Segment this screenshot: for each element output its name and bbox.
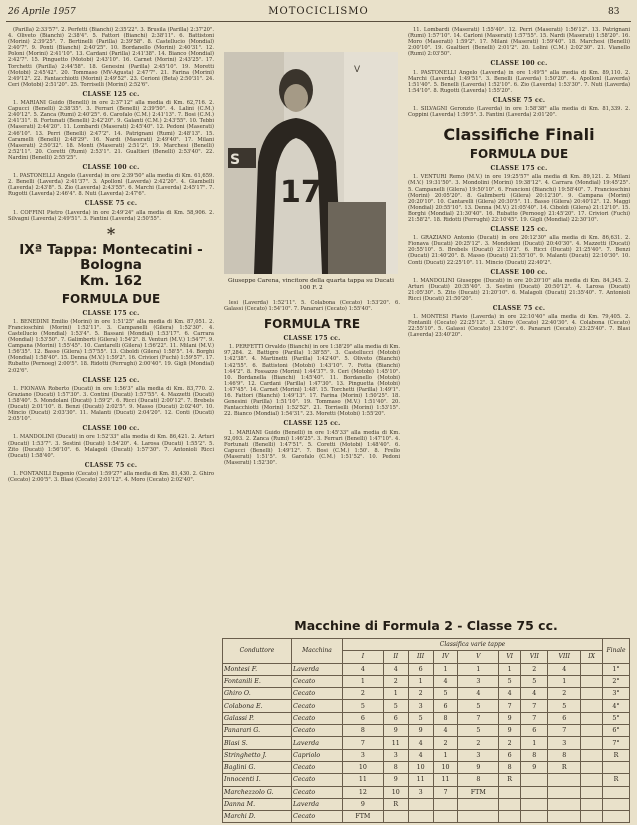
results-text: 1. GRAZIANO Antonio (Ducati) in ore 20:12'30" alla media di Km. 86,631. 2. Fionava (Ducati) 20:25'12". 3. Mondoleni (Ducati) 20:40'30". 4. Mazzetti (Ducati) 20:55'10". 5. Brebels (Ducati) 21:10'2". 6. Ricci (Ducati) 21:25'40". 7. Benzi (Ducati) 21:40'20". 8. Masso (Ducati) 21:55'10". 9. Malanti (Ducati) 22:10'30". 10. Conti (Ducati) 22:25'10". 11. Mincio (Ducati) 22:40'2".: [408, 235, 630, 266]
driver-name-cell: Ghiro O.: [223, 688, 292, 700]
stage-result-cell: [581, 725, 603, 737]
table-row: [223, 663, 630, 675]
stage-result-cell: 1: [383, 688, 408, 700]
stage-result-cell: 4: [433, 725, 458, 737]
rider-photo: [224, 52, 398, 274]
svg-text:S: S: [230, 152, 241, 168]
machine-cell: Cecato: [292, 688, 343, 700]
stage-result-cell: 6: [433, 700, 458, 712]
driver-name-cell: Danna M.: [223, 798, 292, 810]
results-text: 1. PERFETTI Orvaldo (Bianchi) in ore 1:38'29" alla media di Km. 97,284. 2. Battigro (Parilla) 1:38'55". 3. Castellucci (Motobi) 1:42'38". 4. Martinetti (Parilla) 1:42'40". 5. Oliveto (Bianchi) 1:42'55". 6. Battistoni (Motobi) 1:43'10". 7. Fotta (Bianchi) 1:44'2". 8. Fossazzo (Morini) 1:44'37". 9. Ceri (Motobi) 1:45'10". 10. Bordanella (Bianchi) 1:45'40". 11. Bordanello (Motobi) 1:46'9". 12. Cardani (Parilla) 1:47'30". 13. Pinguetta (Motobi) 1:47'45". 14. Carnet (Morini) 1:48'. 15. Torchetti (Parilla) 1:49'1". 16. Fattori (Bianchi) 1:49'13". 17. Farina (Morini) 1:50'25". 18. Genesini (Parilla) 1:51'10". 19. Tommaso (M.V.) 1:51'40". 20. Fantacchiotti (Morini) 1:52'52". 21. Torriselli (Morini) 1:53'15". 22. Bianco (Mondial) 1:54'31". 23. Moretti (Motobi) 1:55'20".: [224, 344, 400, 418]
stage-result-cell: 4: [548, 663, 581, 675]
header-final: Finale: [603, 639, 630, 664]
stage-result-cell: 5: [343, 700, 384, 712]
driver-name-cell: Marchezzolo G.: [223, 786, 292, 798]
stage-header: VI: [499, 651, 521, 663]
stage-result-cell: 11: [383, 737, 408, 749]
stage-result-cell: 5: [548, 700, 581, 712]
stage-result-cell: 1: [499, 663, 521, 675]
driver-name-cell: Blasi S.: [223, 737, 292, 749]
table-row: [223, 725, 630, 737]
section-star-icon: *: [106, 223, 116, 243]
final-position-cell: 1°: [603, 663, 630, 675]
results-text: 1. MARIANI Guido (Benelli) in ore 2:37'12" alla media di Km. 62,716. 2. Capucci (Benelli) 2:38'35". 3. Ferrari (Benelli) 2:39'50". 4. Lalini (C.M.) 2:40'12". 5. Zanca (Rumi) 2:40'25". 6. Carofalo (C.M.) 2:41'13". 7. Bosi (C.M.) 2:41'31". 8. Fortunati (Benelli) 2:42'20". 9. Galanti (C.M.) 2:43'55". 10. Tebbi (Maserati) 2:44'20". 11. Lombardi (Maserati) 2:45'40". 12. Pedoni (Maserati) 2:46'10". 13. Perri (Benelli) 2:47'2". 14. Patrignani (Rumi) 2:48'13". 15. Caramelli (Benelli) 2:48'29". 16. Nardi (Maserati) 2:49'40". 17. Milani (Maserati) 2:50'32". 18. Monti (Maserati) 2:51'2". 19. Marchesi (Benelli) 2:52'11". 20. Coretti (Rumi) 2:53'1". 21. Gualtieri (Benelli) 2:53'40". 22. Nardini (Benelli) 2:55'25".: [8, 100, 214, 161]
class-heading: CLASSE 125 cc.: [82, 376, 140, 384]
stage-result-cell: 8: [433, 712, 458, 724]
stage-result-cell: 6: [343, 712, 384, 724]
table-row: [223, 798, 630, 810]
stage-result-cell: 1: [548, 675, 581, 687]
table-row: [223, 675, 630, 687]
machine-cell: Cecato: [292, 761, 343, 773]
table-row: [223, 737, 630, 749]
stage-result-cell: 9: [383, 725, 408, 737]
results-text: 11. Lombardi (Maserati) 1:55'40". 12. Perri (Maserati) 1:56'12". 13. Patrignani (Rumi) 1:57'10". 14. Carloni (Maserati) 1:57'55". 15. Nardi (Maserati) 1:58'20". 16. Moro (Maserati) 1:59'2". 17. Milani (Maserati) 1:59'40". 18. Marchesi (Benelli) 2:00'10". 19. Gualtieri (Benelli) 2:01'2". 20. Lolini (C.M.) 2:02'30". 21. Vianello (Rumi) 2:03'50".: [408, 27, 630, 58]
stage-result-cell: [458, 811, 499, 823]
stage-result-cell: 12: [343, 786, 384, 798]
stage-result-cell: R: [548, 761, 581, 773]
stage-result-cell: 7: [499, 700, 521, 712]
driver-name-cell: Galassi P.: [223, 712, 292, 724]
stage-result-cell: 4: [408, 737, 433, 749]
stage-result-cell: 3: [458, 675, 499, 687]
stage-result-cell: 8: [499, 761, 521, 773]
stage-result-cell: 10: [408, 761, 433, 773]
stage-header: VII: [521, 651, 548, 663]
machine-cell: Cecato: [292, 786, 343, 798]
class-heading: CLASSE 100 cc.: [490, 268, 548, 276]
table-row: [223, 700, 630, 712]
machine-cell: Cecato: [292, 774, 343, 786]
right-column: [408, 27, 630, 612]
class-heading: CLASSE 125 cc.: [283, 420, 341, 428]
stage-result-cell: R: [499, 774, 521, 786]
stage-result-cell: [408, 811, 433, 823]
stage-result-cell: 11: [408, 774, 433, 786]
final-position-cell: 7°: [603, 737, 630, 749]
class-heading: CLASSE 125 cc.: [490, 226, 548, 234]
final-position-cell: R: [603, 749, 630, 761]
stage-result-cell: [581, 774, 603, 786]
results-text: 1. MANDOLINI Giuseppe (Ducati) in ore 20:20'10" alla media di Km. 84,345. 2. Arturi (Ducati) 20:35'40". 3. Sestini (Ducati) 20:50'12". 4. Larosa (Ducati) 21:05'30". 5. Zito (Ducati) 21:20'10". 6. Malagoli (Ducati) 21:35'40". 7. Antonioli Ricci (Ducati) 21:50'20".: [408, 277, 630, 302]
stage-result-cell: [581, 749, 603, 761]
stage-result-cell: 9: [408, 725, 433, 737]
results-text: (Parilla) 2:33'57". 2. Perfetti (Bianchi) 2:35'22". 3. Brusila (Parilla) 2:37'20". 4. Oliveto (Bianchi) 2:38'4". 5. Fattori (Bianchi) 2:38'11". 6. Battistoni (Morini) 2:39'25". 7. Bertinelli (Parilla) 2:39'58". 8. Castellucio (Mondial) 2:40'7". 9. Ponti (Bianchi) 2:40'25". 10. Bordanello (Morini) 2:40'31". 12. Poloni (Morini) 2:41'10". 13. Cardani (Parilla) 2:41'38". 14. Bianco (Mondial) 2:42'7". 15. Pinguetto (Motobi) 2:43'10". 16. Carnet (Morini) 2:43'25". 17. Torchetti (Parilla) 2:44'58". 18. Genesini (Parilla) 2:45'10". 19. Moretti (Motobi) 2:45'42". 20. Tommaso (MV-Agusta) 2:47'7". 21. Farina (Morini) 2:49'12". 22. Fantacchiotti (Morini) 2:49'52". 23. Cerioni (Beta) 2:50'31". 24. Ceri (Motobi) 2:51'20". 25. Torriselli (Morini) 2:52'6".: [8, 27, 214, 88]
stage-result-cell: [521, 811, 548, 823]
stage-result-cell: 9: [499, 725, 521, 737]
table-row: [223, 749, 630, 761]
stage-result-cell: 8: [458, 774, 499, 786]
stage-result-cell: 11: [343, 774, 384, 786]
stage-result-cell: [581, 761, 603, 773]
svg-text:17: 17: [280, 175, 322, 210]
stage-result-cell: 10: [433, 761, 458, 773]
stage-result-cell: 2: [408, 688, 433, 700]
stage-result-cell: 2: [383, 675, 408, 687]
table-row: [223, 811, 630, 823]
results-text: 1. FONTANILI Eugenio (Cecato) 1:59'27" alla media di Km. 81,430. 2. Ghiro (Cecato) 2:00'5". 3. Blasi (Cecato) 2:01'12". 4. Moro (Cecato) 2:02'40".: [8, 470, 214, 483]
stage-result-cell: [499, 798, 521, 810]
stage-result-cell: [383, 811, 408, 823]
stage-result-cell: 5: [521, 675, 548, 687]
driver-name-cell: Baglini G.: [223, 761, 292, 773]
stage-result-cell: [521, 774, 548, 786]
stage-result-cell: [548, 798, 581, 810]
results-text: 1. MANDOLINI (Ducati) in ore 1:52'33" alla media di Km. 86,421. 2. Arturi (Ducati) 1:53'7". 3. Sestini (Ducati) 1:54'20". 4. Larosa (Ducati) 1:55'2". 5. Zito (Ducati) 1:56'10". 6. Malagoli (Ducati) 1:57'30". 7. Antonioli Ricci (Ducati) 1:58'40".: [8, 434, 214, 459]
stage-distance: Km. 162: [79, 272, 143, 289]
header-driver: Conduttore: [223, 639, 292, 664]
stage-result-cell: [521, 798, 548, 810]
stage-result-cell: 10: [383, 786, 408, 798]
stage-result-cell: 3: [343, 749, 384, 761]
stage-result-cell: 6: [548, 712, 581, 724]
stage-result-cell: 7: [433, 786, 458, 798]
stage-result-cell: 8: [548, 749, 581, 761]
stage-result-cell: 5: [458, 700, 499, 712]
results-text: 1. FIONAVA Roberto (Ducati) in ore 1:56'3" alla media di Km. 83,770. 2. Graziano (Ducati) 1:57'30". 3. Contini (Ducati) 1:57'55". 4. Mazzetti (Ducati) 1:58'40". 5. Mondolani (Ducati) 1:59'2". 6. Ricci (Ducati) 2:00'12". 7. Brebels (Ducati) 2:01'10". 8. Benzi (Ducati) 2:02'5". 9. Masso (Ducati) 2:02'40". 10. Mincio (Ducati) 2:03'30". 11. Malanti (Ducati) 2:04'20". 12. Conti (Ducati) 2:05'10".: [8, 385, 214, 423]
machine-cell: Laverda: [292, 737, 343, 749]
stage-result-cell: 8: [343, 725, 384, 737]
class-heading: CLASSE 175 cc.: [82, 309, 140, 317]
stage-result-cell: [581, 712, 603, 724]
stage-result-cell: 6: [383, 712, 408, 724]
stage-result-cell: 1: [343, 675, 384, 687]
stage-header: III: [408, 651, 433, 663]
class-heading: CLASSE 100 cc.: [490, 60, 548, 68]
stage-result-cell: 4: [458, 688, 499, 700]
stage-result-cell: 8: [521, 749, 548, 761]
stage-result-cell: 2: [548, 688, 581, 700]
stage-result-cell: 4: [521, 688, 548, 700]
stage-result-cell: 3: [408, 786, 433, 798]
stage-result-cell: [458, 798, 499, 810]
class-heading: CLASSE 75 cc.: [492, 305, 546, 313]
class-heading: CLASSE 75 cc.: [84, 200, 138, 208]
stage-result-cell: 3: [548, 737, 581, 749]
class-heading: CLASSE 75 cc.: [492, 96, 546, 104]
stage-result-cell: 11: [433, 774, 458, 786]
final-position-cell: R: [603, 774, 630, 786]
stage-result-cell: 6: [521, 725, 548, 737]
stage-result-cell: 1: [458, 663, 499, 675]
stage-result-cell: [433, 811, 458, 823]
results-text: 1. MONTESI Flavio (Laverda) in ore 22:10'40" alla media di Km. 79,405. 2. Fontanili (Cecato) 22:25'12". 3. Ghiro (Cecato) 22:40'30". 4. Colabona (Cecato) 22:55'10". 5. Galassi (Cecato) 23:10'2". 6. Panarari (Cecato) 23:25'40". 7. Blasi (Laverda) 23:40'20".: [408, 314, 630, 339]
formula-heading: FORMULA DUE: [469, 147, 569, 162]
stage-result-cell: 8: [383, 761, 408, 773]
stage-result-cell: 2: [433, 737, 458, 749]
page-date: 26 Aprile 1957: [8, 7, 76, 17]
stage-result-cell: 2: [521, 663, 548, 675]
stage-result-cell: [581, 798, 603, 810]
header-machine: Macchina: [292, 639, 343, 664]
results-table: [222, 638, 630, 823]
stage-result-cell: FTM: [458, 786, 499, 798]
table-row: [223, 688, 630, 700]
stage-result-cell: [581, 700, 603, 712]
results-text: 1. PASTONELLI Angelo (Laverda) in ore 2:39'50" alla media di Km. 61,659. 2. Benelli (Laverda) 2:41'37". 3. Apollonl (Laverda) 2:42'20". 4. Giambelli (Laverda) 2:43'8". 5. Zio (Laverda) 2:43'55". 6. Marchi (Laverda) 2:45'17". 7. Rugotti (Laverda) 2:46'4". 8. Nuti (Laverda) 2:47'6".: [8, 173, 214, 198]
class-heading: CLASSE 100 cc.: [82, 163, 140, 171]
results-text: 1. COFFINI Pietro (Laverda) in ore 2:49'24" alla media di Km. 58,906. 2. Silvagni (Laverda) 2:49'51". 3. Fantini (Laverda) 2:50'55".: [8, 209, 214, 222]
stage-result-cell: 9: [383, 774, 408, 786]
stage-result-cell: 3: [458, 749, 499, 761]
table-row: [223, 761, 630, 773]
stage-result-cell: 5: [499, 675, 521, 687]
machine-cell: Capriolo: [292, 749, 343, 761]
stage-result-cell: 9: [521, 761, 548, 773]
stage-result-cell: [581, 663, 603, 675]
stage-result-cell: [581, 811, 603, 823]
stage-result-cell: [548, 774, 581, 786]
final-position-cell: 3°: [603, 688, 630, 700]
formula-heading: FORMULA DUE: [61, 291, 161, 306]
table-title: Macchine di Formula 2 - Classe 75 cc.: [294, 618, 558, 633]
stage-result-cell: 3: [383, 749, 408, 761]
final-position-cell: [603, 761, 630, 773]
page-number: 83: [608, 7, 620, 17]
stage-result-cell: 7: [458, 712, 499, 724]
final-position-cell: 6°: [603, 725, 630, 737]
stage-result-cell: 5: [408, 712, 433, 724]
stage-result-cell: [433, 798, 458, 810]
stage-result-cell: 1: [433, 749, 458, 761]
final-position-cell: 5°: [603, 712, 630, 724]
stage-result-cell: 9: [343, 798, 384, 810]
header-stages: Classifica varie tappe: [343, 639, 603, 651]
results-text: lesi (Laverda) 1:52'11". 5. Colabona (Cecato) 1:53'20". 6. Galassi (Cecato) 1:54'10". 7. Panarari (Cecato) 1:55'40".: [224, 300, 400, 313]
class-heading: CLASSE 175 cc.: [490, 165, 548, 173]
stage-result-cell: 5: [458, 725, 499, 737]
final-position-cell: [603, 811, 630, 823]
table-row: [223, 774, 630, 786]
stage-result-cell: [548, 811, 581, 823]
left-column: [8, 27, 214, 821]
stage-result-cell: 4: [383, 663, 408, 675]
machine-cell: Cecato: [292, 712, 343, 724]
middle-column: [224, 300, 400, 600]
stage-result-cell: 2: [343, 688, 384, 700]
stage-header: IX: [581, 651, 603, 663]
stage-result-cell: 9: [499, 712, 521, 724]
stage-header: VIII: [548, 651, 581, 663]
final-standings-title: Classifiche Finali: [443, 125, 595, 145]
stage-result-cell: [581, 786, 603, 798]
svg-text:V: V: [354, 65, 361, 75]
class-heading: CLASSE 75 cc.: [84, 461, 138, 469]
stage-result-cell: 3: [408, 700, 433, 712]
stage-result-cell: 1: [521, 737, 548, 749]
stage-result-cell: [581, 737, 603, 749]
stage-result-cell: 7: [343, 737, 384, 749]
stage-result-cell: R: [383, 798, 408, 810]
stage-result-cell: [499, 786, 521, 798]
driver-name-cell: Montesi F.: [223, 663, 292, 675]
stage-result-cell: [408, 798, 433, 810]
stage-result-cell: 5: [433, 688, 458, 700]
class-heading: CLASSE 125 cc.: [82, 90, 140, 98]
final-position-cell: 2°: [603, 675, 630, 687]
results-text: 1. PASTONELLI Angelo (Laverda) in ore 1:49'5" alla media di Km. 89,110. 2. Marchi (Laverda) 1:49'51". 3. Benelli (Laverda) 1:50'20". 4. Apollonl (Laverda) 1:51'40". 5. Benelli (Laverda) 1:52'10". 6. Zio (Laverda) 1:53'30". 7. Nuti (Laverda) 1:54'10". 8. Rugotti (Laverda) 1:55'20".: [408, 69, 630, 94]
stage-result-cell: 10: [343, 761, 384, 773]
final-position-cell: [603, 786, 630, 798]
stage-header: V: [458, 651, 499, 663]
header-rule: [6, 21, 631, 22]
table-row: [223, 786, 630, 798]
results-text: 1. MARIANI Guido (Benelli) in ore 1:45'33" alla media di Km. 92,093. 2. Zanca (Rumi) 1:46'25". 3. Ferrari (Benelli) 1:47'10". 4. Fortunati (Benelli) 1:47'51". 5. Coretti (Motobi) 1:48'40". 6. Capucci (Benelli) 1:49'12". 7. Bosi (C.M.) 1:50'. 8. Frello (Maserati) 1:51'5". 9. Garofalo (C.M.) 1:51'52". 10. Pedoni (Maserati) 1:52'30".: [224, 429, 400, 466]
stage-result-cell: [581, 675, 603, 687]
final-position-cell: 4°: [603, 700, 630, 712]
machine-cell: Laverda: [292, 798, 343, 810]
stage-result-cell: 7: [521, 712, 548, 724]
stage-header: IV: [433, 651, 458, 663]
stage-title: IXª Tappa: Montecatini - Bologna: [19, 241, 203, 273]
stage-header: I: [343, 651, 384, 663]
stage-result-cell: 5: [383, 700, 408, 712]
driver-name-cell: Panarari G.: [223, 725, 292, 737]
stage-result-cell: 9: [458, 761, 499, 773]
stage-result-cell: 6: [499, 749, 521, 761]
machine-cell: Cecato: [292, 675, 343, 687]
driver-name-cell: Marchi D.: [223, 811, 292, 823]
driver-name-cell: Colabona E.: [223, 700, 292, 712]
stage-header: II: [383, 651, 408, 663]
stage-result-cell: [521, 786, 548, 798]
class-heading: CLASSE 100 cc.: [82, 425, 140, 433]
stage-result-cell: 4: [499, 688, 521, 700]
driver-name-cell: Stringhetto J.: [223, 749, 292, 761]
stage-result-cell: 4: [343, 663, 384, 675]
stage-result-cell: 7: [548, 725, 581, 737]
stage-result-cell: FTM: [343, 811, 384, 823]
results-text: 1. VENTURI Remo (M.V.) in ore 19:25'57" alla media di Km. 89,121. 2. Milani (M.V.) 19:31'50". 3. Mondolini (Morini) 19:38'12". 4. Carrara (Mondial) 19:45'25". 5. Campanelli (Gilera) 19:50'10". 6. Francioni (Bianchi) 19:58'40". 7. Francioschini (Morini) 20:05'20". 8. Galimberti (Gilera) 20:12'30". 9. Campana (Morini) 20:20'10". 10. Cantarelli (Gilera) 20:30'5". 11. Basso (Gilera) 20:40'12". 12. Maggi (Mondial) 20:55'10". 13. Denna (M.V.) 21:05'40". 14. Ciboldi (Gilera) 21:12'10". 15. Borghi (Mondial) 21:30'40". 16. Rubatto (Pernoeg) 21:45'20". 17. Criviori (Fuchi) 21:58'2". 18. Ridotti (Ferrughi) 22:10'45". 19. Gigli (Mondial) 22:30'10".: [408, 174, 630, 223]
class-heading: CLASSE 175 cc.: [283, 335, 341, 343]
stage-result-cell: [499, 811, 521, 823]
stage-result-cell: 2: [458, 737, 499, 749]
stage-result-cell: 2: [499, 737, 521, 749]
stage-result-cell: 4: [433, 675, 458, 687]
machine-cell: Cecato: [292, 811, 343, 823]
driver-name-cell: Innocenti I.: [223, 774, 292, 786]
stage-result-cell: 7: [521, 700, 548, 712]
machine-cell: Cecato: [292, 700, 343, 712]
magazine-title: MOTOCICLISMO: [268, 6, 369, 17]
results-text: 1. BENEDINI Emilio (Morini) in ore 1:51'25" alla media di Km. 87,051. 2. Francioschini (Morini) 1:52'11". 3. Campanelli (Gilera) 1:52'30". 4. Castellucio (Mondial) 1:53'4". 5. Bassani (Mondial) 1:53'17". 6. Carrara (Mondial) 1:53'50". 7. Galimberti (Gilera) 1:54'2". 8. Venturi (M.V.) 1:54'7". 9. Campana (Morini) 1:55'45". 10. Cantarelli (Gilera) 1:56'22". 11. Milani (M.V.) 1:56'35". 12. Basso (Gilera) 1:57'55". 13. Ciboldi (Gilera) 1:58'5". 14. Borghi (Mondial) 1:58'40". 15. Denna (M.V.) 1:59'2". 16. Criviori (Fuchi) 1:59'57". 17. Rubatto (Pernoeg) 2:00'5". 18. Ridotti (Ferrughi) 2:00'40". 19. Gigli (Mondial) 2:02'6".: [8, 318, 214, 374]
stage-result-cell: [581, 688, 603, 700]
table-row: [223, 712, 630, 724]
stage-result-cell: 1: [408, 675, 433, 687]
stage-result-cell: 6: [408, 663, 433, 675]
stage-result-cell: 4: [408, 749, 433, 761]
machine-cell: Laverda: [292, 663, 343, 675]
formula-heading: FORMULA TRE: [263, 317, 361, 332]
rider-photo-image: [224, 52, 398, 274]
driver-name-cell: Fontanili E.: [223, 675, 292, 687]
final-position-cell: [603, 798, 630, 810]
stage-result-cell: [548, 786, 581, 798]
machine-cell: Cecato: [292, 725, 343, 737]
photo-caption: Giuseppe Carena, vincitore della quarta tappa su Ducati 100 F. 2: [228, 278, 394, 291]
results-text: 1. SILVAGNI Geronzio (Laverda) in ore 1:58'38" alla media di Km. 81,339. 2. Coppini (Laverda) 1:59'5". 3. Fantini (Laverda) 2:01'20".: [408, 106, 630, 119]
stage-result-cell: 1: [433, 663, 458, 675]
